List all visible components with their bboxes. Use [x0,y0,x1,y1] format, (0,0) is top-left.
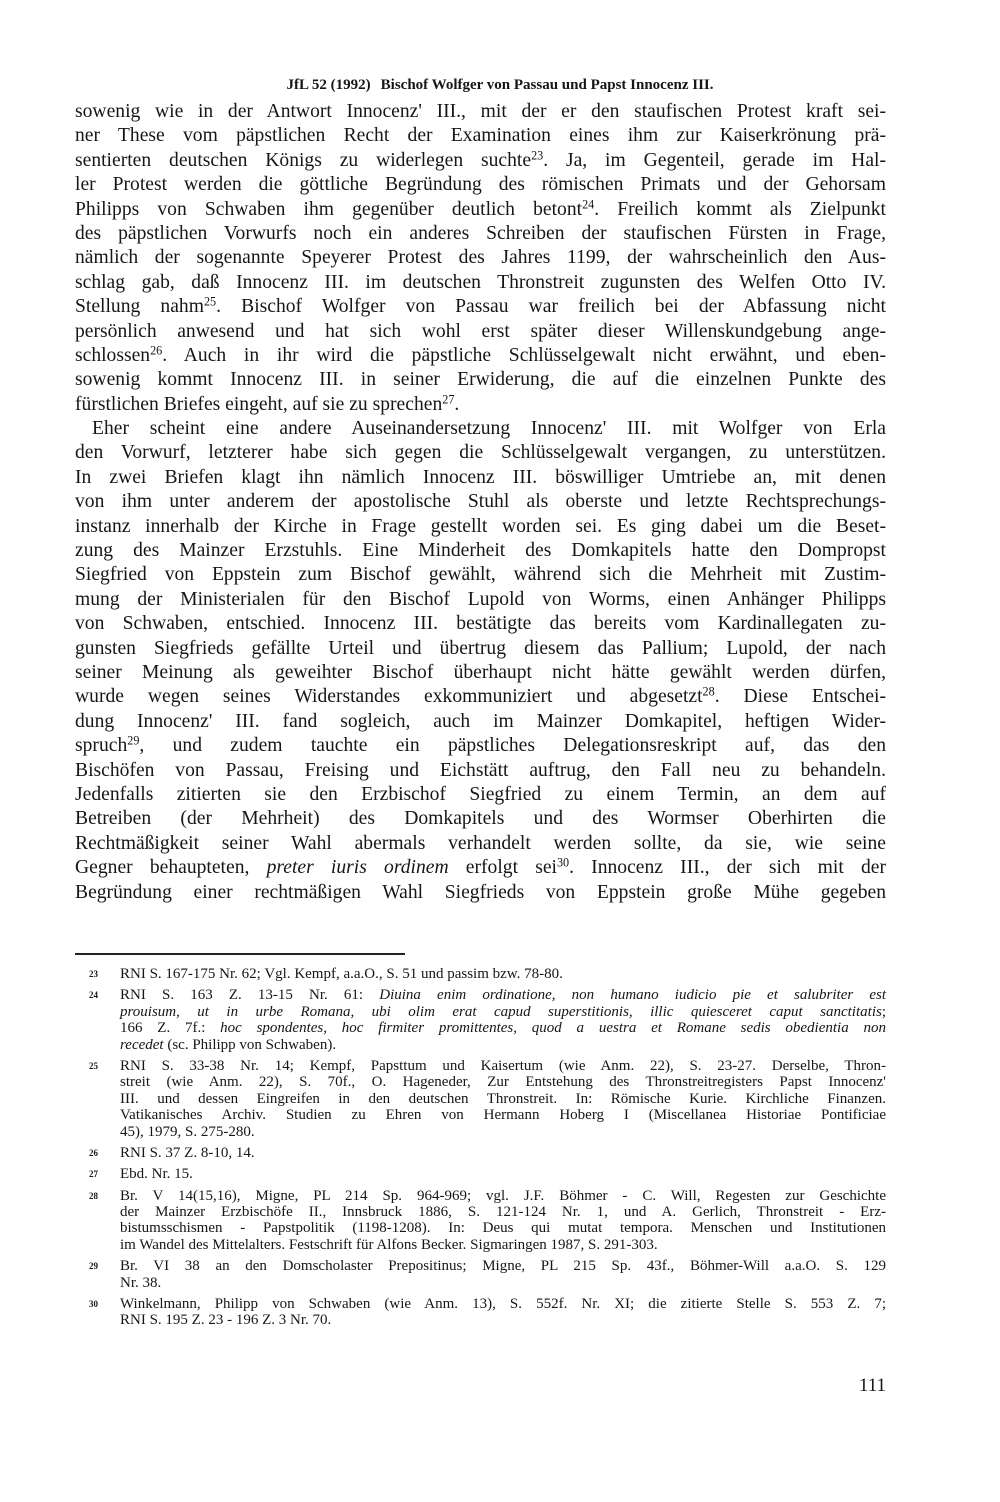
body-line [75,539,886,563]
text-run: 166 Z. 7f.: [120,1020,221,1037]
footnote-line [75,1220,886,1236]
text-run: ; [881,1003,886,1020]
footnote-ref: 28 [702,684,715,699]
text-run: seiner Meinung als geweihter Bischof überhaupt nicht hätte gewählt werden dürfen, [75,661,886,683]
text-run: sowenig kommt Innocenz III. in seiner Erwiderung, die auf die einzelnen Punkte des [75,369,886,391]
text-run: Siegfried von Eppstein zum Bischof gewählt, während sich die Mehrheit mit Zustim- [75,564,886,586]
text-run: instanz innerhalb der Kirche in Frage gestellt worden sei. Es ging dabei um die Beset- [75,515,886,537]
footnote [75,1145,886,1161]
text-run: Ebd. Nr. 15. [120,1166,193,1183]
text-run: RNI S. 195 Z. 23 - 196 Z. 3 Nr. 70. [120,1312,332,1329]
body-text [75,100,886,905]
text-run: wurde wegen seines Widerstandes exkommuniziert und abgesetzt [75,686,703,708]
footnote-number: 26 [89,1147,98,1158]
footnote-ref: 29 [127,733,140,748]
body-line [75,759,886,783]
body-line [75,271,886,295]
text-run: . Innocenz III., der sich mit der [569,857,886,879]
body-line [75,222,886,246]
footnote [75,1058,886,1140]
text-run: 45), 1979, S. 275-280. [120,1123,255,1140]
text-run: . [454,393,460,415]
footnote-line [75,1204,886,1220]
text-run: Vatikanisches Archiv. Studien zu Ehren von Hermann Hoberg I (Miscellanea Historiae Pontificiae [120,1107,886,1124]
running-head-journal: JfL 52 (1992) [286,77,371,93]
body-line [75,612,886,636]
text-run: III. und dessen Eingreifen in den deutschen Thronstreit. In: Römische Kurie. Kirchliche Finanzen. [120,1090,886,1107]
body-line [75,783,886,807]
italic-text: prouisum, ut in urbe Romana, ubi olim erat capud superstitionis, illic quiesceret caput sanctitatis [120,1003,882,1020]
text-run: sentierten deutschen Königs zu widerlegen suchte [75,149,532,171]
text-run: , und zudem tauchte ein päpstliches Delegationsreskript auf, das den [139,735,886,757]
footnote [75,966,886,982]
text-run: dung Innocenz' III. fand sogleich, auch im Mainzer Domkapitel, heftigen Wider- [75,710,886,732]
body-line [75,588,886,612]
text-run: bistumsschismen - Papstpolitik (1198-1208). In: Deus qui mutat tempora. Menschen und Institutionen [120,1220,886,1237]
footnote-line [75,1004,886,1020]
body-line [75,832,886,856]
body-line [75,368,886,392]
text-run: ner These vom päpstlichen Recht der Examination eines ihm zur Kaiserkrönung prä- [75,125,886,147]
footnote-line [75,1020,886,1036]
body-line [75,710,886,734]
body-line [75,661,886,685]
text-run: zung des Mainzer Erzstuhls. Eine Minderheit des Domkapitels hatte den Dompropst [75,540,886,562]
footnote-ref: 24 [582,196,595,211]
body-line [75,881,886,905]
text-run: im Wandel des Mittelalters. Festschrift für Alfons Becker. Sigmaringen 1987, S. 291-303. [120,1236,658,1253]
text-run: . Freilich kommt als Zielpunkt [594,198,886,220]
text-run: Br. V 14(15,16), Migne, PL 214 Sp. 964-969; vgl. J.F. Böhmer - C. Will, Regesten zur Geschichte [120,1187,886,1204]
body-line [75,344,886,368]
footnote-line [75,1074,886,1090]
text-run: Begründung einer rechtmäßigen Wahl Siegfrieds von Eppstein große Mühe gegeben [75,881,886,903]
body-line [75,563,886,587]
footnote-number: 30 [89,1299,98,1310]
footnote [75,1296,886,1329]
footnote-line [75,1058,886,1074]
text-run: nämlich der sogenannte Speyerer Protest des Jahres 1199, der wahrscheinlich den Aus- [75,247,886,269]
text-run: mung der Ministerialen für den Bischof Lupold von Worms, einen Anhänger Philipps [75,588,886,610]
body-line [75,246,886,270]
text-run: Bischöfen von Passau, Freising und Eichstätt auftrug, den Fall neu zu behandeln. [75,759,886,781]
body-line [75,441,886,465]
footnote-line [75,987,886,1003]
footnote-line [75,1275,886,1291]
footnote-number: 27 [89,1169,98,1180]
text-run: streit (wie Anm. 22), S. 70f., O. Hageneder, Zur Entstehung des Thronstreitregisters Papst Innocenz' [120,1074,886,1091]
text-run: von ihm unter anderem der apostolische Stuhl als oberste und letzte Rechtsprechungs- [75,491,886,513]
footnote [75,1188,886,1254]
footnote-ref: 26 [150,343,163,358]
text-run: sowenig wie in der Antwort Innocenz' III., mit der er den staufischen Protest kraft sei- [75,101,886,122]
body-line [75,856,886,880]
text-run: . Diese Entschei- [714,686,886,708]
text-run: schlag gab, daß Innocenz III. im deutschen Thronstreit zugunsten des Welfen Otto IV. [75,271,886,293]
text-run: ler Protest werden die göttliche Begründung des römischen Primats und der Gehorsam [75,174,886,196]
text-run: Gegner behaupteten, [75,857,267,879]
text-run: des päpstlichen Vorwurfs noch ein anderes Schreiben der staufischen Fürsten in Frage, [75,222,886,244]
footnote [75,1166,886,1182]
text-run: Winkelmann, Philipp von Schwaben (wie Anm. 13), S. 552f. Nr. XI; die zitierte Stelle S. 553 Z. 7; [120,1296,886,1313]
italic-text: recedet [120,1036,164,1053]
running-head [0,77,1000,94]
body-line [75,637,886,661]
body-line [75,173,886,197]
text-run: . Ja, im Gegenteil, gerade im Hal- [543,149,886,171]
body-line [75,124,886,148]
body-line [75,100,886,124]
body-line [75,466,886,490]
footnote-rule [75,953,405,955]
page-number: 111 [858,1375,886,1396]
footnote-ref: 23 [531,148,544,163]
text-run: . Bischof Wolfger von Passau war freilich bei der Abfassung nicht [216,296,886,318]
footnote-line [75,1037,886,1053]
text-run: RNI S. 37 Z. 8-10, 14. [120,1144,255,1161]
body-line [75,393,886,417]
body-line [75,490,886,514]
footnote-line [75,1312,886,1328]
body-line [75,685,886,709]
body-line [75,149,886,173]
text-run: RNI S. 33-38 Nr. 14; Kempf, Papsttum und Kaisertum (wie Anm. 22), S. 23-27. Derselbe, Thron- [120,1057,886,1074]
footnote-number: 28 [89,1190,98,1201]
text-run: Eher scheint eine andere Auseinandersetzung Innocenz' III. mit Wolfger von Erla [92,418,886,440]
text-run: Br. VI 38 an den Domscholaster Prepositinus; Migne, PL 215 Sp. 43f., Böhmer-Will a.a.O. S. 129 [120,1258,886,1275]
footnote [75,987,886,1053]
text-run: den Vorwurf, letzterer habe sich gegen die Schlüsselgewalt vergangen, zu unterstützen. [75,442,886,464]
footnote-line [75,1124,886,1140]
text-run: (sc. Philipp von Schwaben). [163,1036,337,1053]
footnote-ref: 25 [203,294,217,309]
body-line [75,417,886,441]
body-line [75,198,886,222]
footnote-line [75,1188,886,1204]
text-run: Philipps von Schwaben ihm gegenüber deutlich betont [75,198,583,220]
footnote-line [75,1296,886,1312]
text-run: gunsten Siegfrieds gefällte Urteil und übertrug diesem das Pallium; Lupold, der nach [75,637,886,659]
text-run: Rechtmäßigkeit seiner Wahl abermals verhandelt werden sollte, da sie, wie seine [75,832,886,854]
body-line [75,515,886,539]
body-line [75,807,886,831]
text-run: RNI S. 167-175 Nr. 62; Vgl. Kempf, a.a.O., S. 51 und passim bzw. 78-80. [120,966,563,982]
text-run: Stellung nahm [75,296,204,318]
text-run: Nr. 38. [120,1274,162,1291]
footnote-line [75,1107,886,1123]
footnote [75,1258,886,1291]
text-run: . Auch in ihr wird die päpstliche Schlüsselgewalt nicht erwähnt, und eben- [162,344,886,366]
italic-text: hoc spondentes, hoc firmiter promittentes, quod a uestra et Romane sedis obedientia non [220,1020,886,1037]
italic-text: Diuina enim ordinatione, non humano iudicio pie et salubriter est [379,987,886,1004]
running-head-title: Bischof Wolfger von Passau und Papst Innocenz III. [380,77,714,93]
italic-text: preter iuris ordinem [266,857,449,879]
text-run: fürstlichen Briefes eingeht, auf sie zu sprechen [75,393,443,415]
footnote-line [75,1091,886,1107]
text-run: von Schwaben, entschied. Innocenz III. bestätigte das bereits vom Kardinallegaten zu- [75,613,886,635]
text-run: Betreiben (der Mehrheit) des Domkapitels und des Wormser Oberhirten die [75,808,886,830]
footnote-ref: 27 [442,392,455,407]
footnote-line [75,966,886,982]
text-run: persönlich anwesend und hat sich wohl erst später dieser Willenskundgebung ange- [75,320,886,342]
footnote-number: 29 [89,1261,98,1272]
footnotes [75,966,886,1334]
text-run: RNI S. 163 Z. 13-15 Nr. 61: [120,987,380,1004]
footnote-line [75,1145,886,1161]
footnote-number: 25 [89,1060,98,1071]
body-line [75,734,886,758]
footnote-ref: 30 [556,855,570,870]
body-line [75,295,886,319]
text-run: erfolgt sei [448,857,557,879]
text-run: Jedenfalls zitierten sie den Erzbischof Siegfried zu einem Termin, an dem auf [75,783,886,805]
footnote-number: 23 [89,969,98,979]
text-run: In zwei Briefen klagt ihn nämlich Innocenz III. böswilliger Umtriebe an, mit denen [75,466,886,488]
text-run: spruch [75,735,128,757]
text-run: schlossen [75,344,151,366]
body-line [75,320,886,344]
text-run: der Mainzer Erzbischöfe II., Innsbruck 1886, S. 121-124 Nr. 1, und A. Gerlich, Thronstreit - Erz- [120,1204,886,1221]
footnote-line [75,1258,886,1274]
footnote-line [75,1237,886,1253]
footnote-line [75,1166,886,1182]
footnote-number: 24 [89,990,98,1001]
